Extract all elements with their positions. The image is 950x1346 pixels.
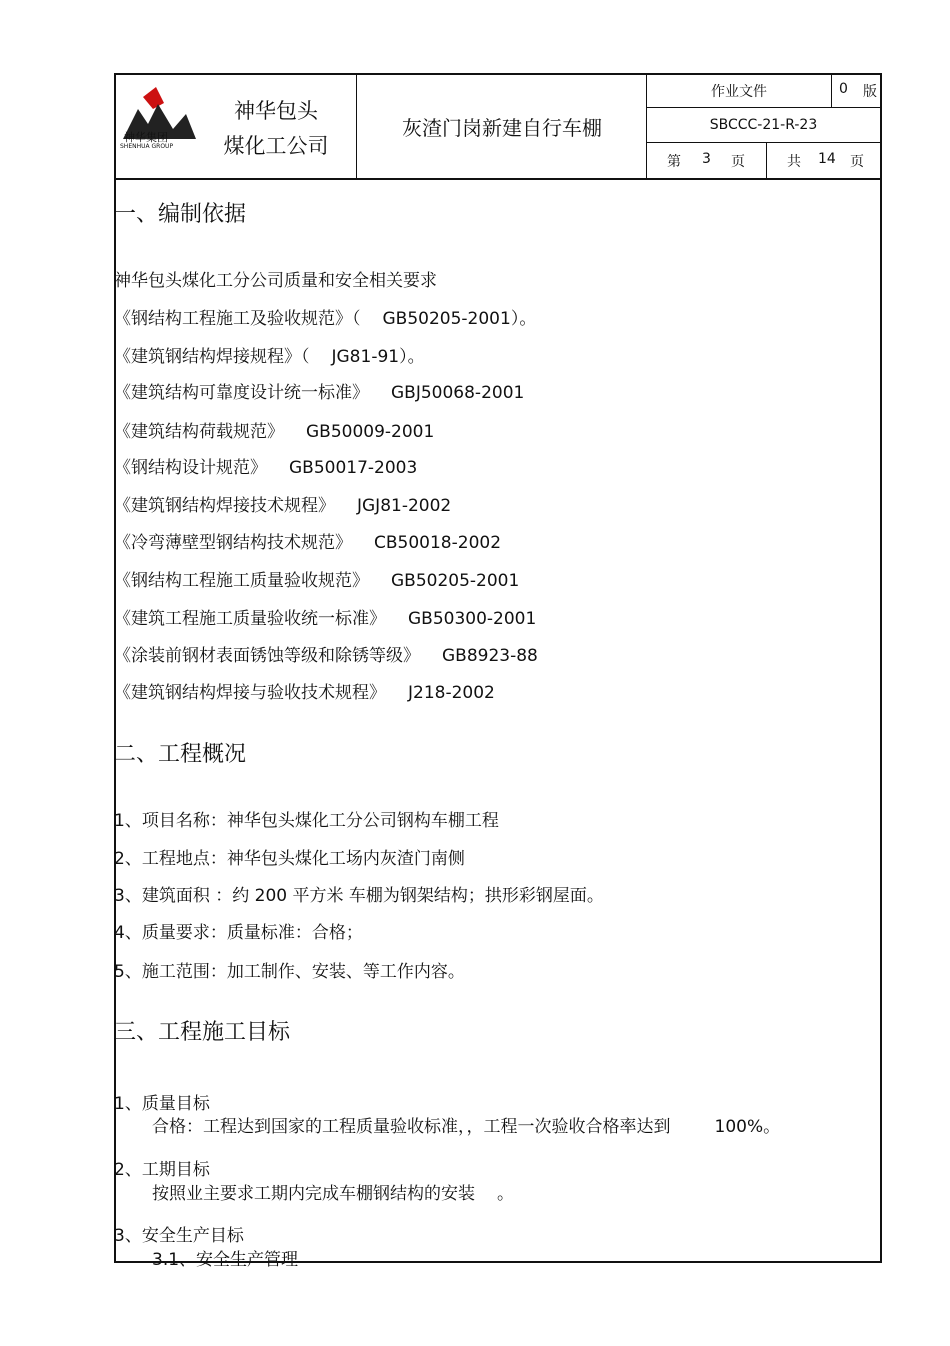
goal-subtitle-safety-management: 3.1、安全生产管理 (152, 1250, 299, 1270)
divider (766, 143, 767, 178)
total-suffix: 页 (850, 154, 864, 170)
goal-text-quality: 合格：工程达到国家的工程质量验收标准，，工程一次验收合格率达到 100%。 (152, 1117, 781, 1137)
standard-item: 《钢结构设计规范》 GB50017-2003 (114, 458, 418, 478)
standard-item: 《建筑工程施工质量验收统一标准》 GB50300-2001 (114, 609, 537, 629)
overview-item: 4、质量要求：质量标准：合格； (114, 923, 363, 943)
basis-intro: 神华包头煤化工分公司质量和安全相关要求 (114, 271, 437, 291)
logo-subtext: SHENHUA GROUP (120, 143, 174, 150)
logo-text: 神华集团 (124, 131, 168, 144)
doc-type: 作业文件 (711, 84, 767, 100)
standard-item: 《建筑钢结构焊接技术规程》 JGJ81-2002 (114, 496, 452, 516)
standard-item: 《建筑钢结构焊接规程》（ JG81-91）。 (114, 347, 425, 367)
page-number: 3 (702, 151, 711, 167)
overview-item: 1、项目名称：神华包头煤化工分公司钢构车棚工程 (114, 811, 499, 831)
company-logo (116, 75, 196, 178)
company-name-line2: 煤化工公司 (223, 134, 329, 158)
overview-item: 3、建筑面积 ：约 200 平方米 车棚为钢架结构；拱形彩钢屋面。 (114, 886, 604, 906)
version-label: 版 (863, 84, 877, 100)
section-heading-goals: 三、工程施工目标 (114, 1020, 291, 1045)
goal-title-schedule: 2、工期目标 (114, 1160, 210, 1180)
total-pages: 14 (818, 151, 836, 167)
document-meta (647, 75, 880, 178)
page-prefix: 第 (667, 154, 681, 170)
standard-item: 《建筑结构可靠度设计统一标准》 GBJ50068-2001 (114, 383, 525, 403)
goal-title-quality: 1、质量目标 (114, 1094, 210, 1114)
standard-item: 《钢结构工程施工及验收规范》（ GB50205-2001）。 (114, 309, 537, 329)
section-heading-overview: 二、工程概况 (114, 742, 247, 767)
section-heading-basis: 一、编制依据 (114, 202, 247, 227)
page-suffix: 页 (731, 154, 745, 170)
document-title: 灰渣门岗新建自行车棚 (358, 75, 647, 178)
overview-item: 2、工程地点：神华包头煤化工场内灰渣门南侧 (114, 849, 465, 869)
version-number: 0 (839, 81, 848, 97)
company-name-cell (196, 75, 357, 178)
standard-item: 《建筑钢结构焊接与验收技术规程》 J218-2002 (114, 683, 495, 703)
goal-text-schedule: 按照业主要求工期内完成车棚钢结构的安装 。 (152, 1184, 514, 1204)
meta-row-pages (647, 143, 880, 178)
document-header (116, 75, 880, 180)
company-name-line1: 神华包头 (234, 99, 318, 123)
doc-code: SBCCC-21-R-23 (647, 108, 880, 143)
divider (831, 75, 832, 107)
standard-item: 《建筑结构荷载规范》 GB50009-2001 (114, 422, 435, 442)
standard-item: 《涂装前钢材表面锈蚀等级和除锈等级》 GB8923-88 (114, 646, 538, 666)
standard-item: 《钢结构工程施工质量验收规范》 GB50205-2001 (114, 571, 520, 591)
goal-title-safety: 3、安全生产目标 (114, 1226, 244, 1246)
standard-item: 《冷弯薄壁型钢结构技术规范》 CB50018-2002 (114, 533, 502, 553)
overview-item: 5、施工范围：加工制作、安装、等工作内容。 (114, 962, 465, 982)
document-frame (114, 73, 882, 1263)
total-prefix: 共 (787, 154, 801, 170)
meta-row-type (647, 75, 880, 108)
